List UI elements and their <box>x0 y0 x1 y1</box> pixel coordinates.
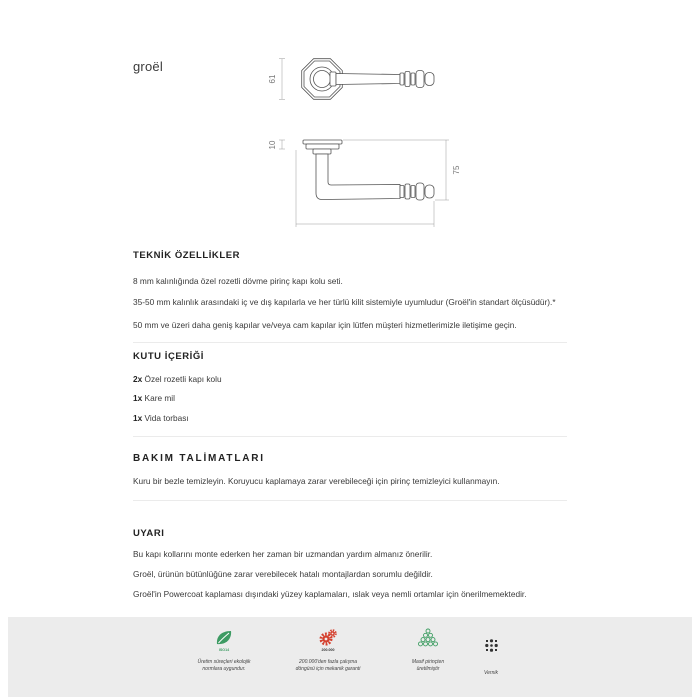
rosette-neck-inner <box>314 71 331 88</box>
feature-caption-line: 200.000'den fazla çalışma <box>299 659 357 665</box>
box-item <box>133 374 222 384</box>
feature-varnish <box>466 631 516 677</box>
feature-caption-line: Vernik <box>484 670 498 676</box>
varnish-icon <box>485 639 498 652</box>
lever-ring <box>411 73 415 85</box>
handle-top-view <box>268 59 434 100</box>
section-title-box-contents: KUTU İÇERİĞİ <box>133 351 204 362</box>
technical-line: 8 mm kalınlığında özel rozetli dövme pirinç kapı kolu seti. <box>133 276 343 286</box>
leaf-icon <box>214 628 234 648</box>
lever-ring <box>400 186 404 198</box>
lever-body <box>316 154 400 200</box>
technical-line: 35-50 mm kalınlık arasındaki iç ve dış kapılarla ve her türlü kilit sistemiyle uyumludur (Groël'in standart ölçüsüdür).* <box>133 297 556 307</box>
box-item <box>133 413 189 423</box>
section-title-care: BAKIM TALİMATLARI <box>133 453 265 464</box>
box-item <box>133 393 175 403</box>
handle-side-view <box>268 140 461 227</box>
lever-bulb <box>416 183 424 200</box>
technical-line: 50 mm ve üzeri daha geniş kapılar ve/veya cam kapılar için lütfen müşteri hizmetlerimizle iletişime geçin. <box>133 320 517 330</box>
box-item-label: Özel rozetli kapı kolu <box>144 374 222 384</box>
feature-caption-line: normlara uygundur. <box>202 666 246 672</box>
section-title-warning: UYARI <box>133 528 165 539</box>
feature-caption-line: üretilmiştir <box>416 666 440 672</box>
feature-caption-line: Masif pirinçten <box>411 659 445 665</box>
feature-solid-brass <box>388 628 468 673</box>
box-item-qty: 2x <box>133 374 143 384</box>
lever-ring <box>405 184 410 199</box>
lever-ring <box>400 73 404 85</box>
section-divider <box>133 500 567 501</box>
dimension-label-width: 61 <box>268 74 277 84</box>
box-item-qty: 1x <box>133 413 143 423</box>
lever-collar <box>330 72 336 86</box>
box-item-qty: 1x <box>133 393 143 403</box>
brand-logo: groël <box>133 59 163 74</box>
care-line: Kuru bir bezle temizleyin. Koruyucu kaplamaya zarar verebileceği için pirinç temizleyici kullanmayın. <box>133 476 500 486</box>
section-divider <box>133 436 567 437</box>
feature-eco <box>174 628 274 673</box>
feature-badge: ISO14 <box>218 648 230 652</box>
feature-caption-line: Üretim süreçleri ekolojik <box>197 659 251 665</box>
lever-shaft <box>336 74 400 85</box>
feature-badge: 200.000 <box>321 648 335 652</box>
box-item-label: Kare mil <box>144 393 175 403</box>
lever-end <box>425 73 434 86</box>
lever-ring <box>405 72 410 87</box>
technical-drawing <box>0 0 700 240</box>
dimension-label-thickness: 10 <box>268 140 277 150</box>
rosette-base <box>306 144 339 149</box>
neck-collar <box>313 149 331 154</box>
feature-mechanical-warranty <box>278 628 378 673</box>
lever-bulb <box>416 71 424 88</box>
box-item-label: Vida torbası <box>144 413 189 423</box>
lever-ring <box>411 186 415 198</box>
gears-icon <box>318 628 338 648</box>
rosette-plate <box>303 140 342 144</box>
lever-end <box>425 185 434 198</box>
warning-line: Groël, ürünün bütünlüğüne zarar verebilecek hatalı montajlardan sorumlu değildir. <box>133 569 433 579</box>
section-divider <box>133 342 567 343</box>
feature-caption-line: döngüsü için mekanik garanti <box>295 666 361 672</box>
warning-line: Groël'in Powercoat kaplaması dışındaki yüzey kaplamaları, ıslak veya nemli ortamlar için önerilmemektedir. <box>133 589 527 599</box>
brass-pyramid-icon <box>418 628 438 648</box>
dimension-label-height: 75 <box>452 165 461 175</box>
section-title-technical: TEKNİK ÖZELLİKLER <box>133 250 240 261</box>
warning-line: Bu kapı kollarını monte ederken her zaman bir uzmandan yardım almanız önerilir. <box>133 549 433 559</box>
